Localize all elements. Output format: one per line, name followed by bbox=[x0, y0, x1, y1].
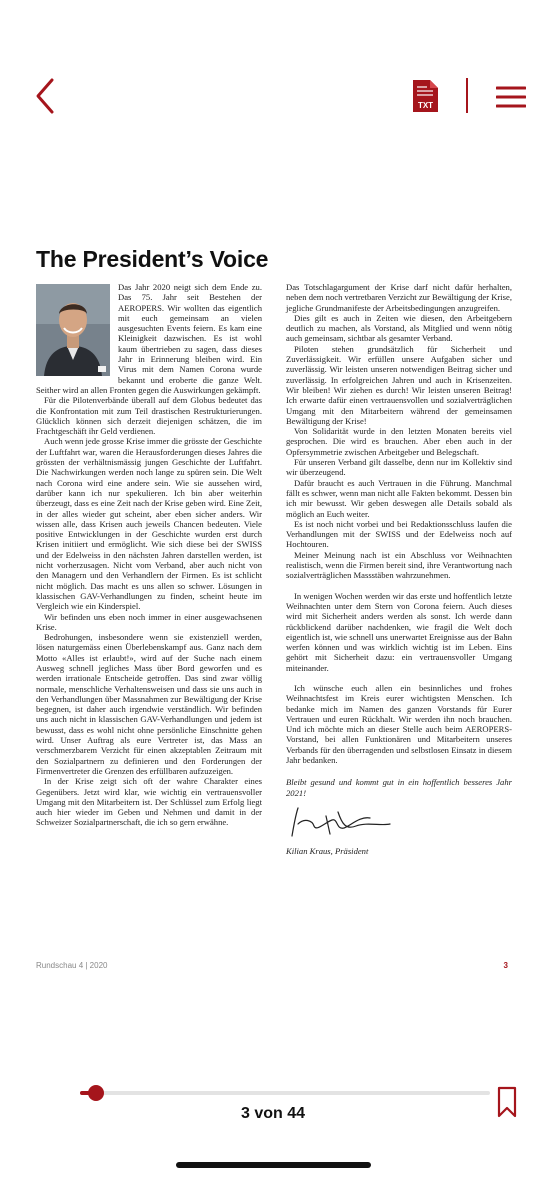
paragraph: Für unseren Verband gilt dasselbe, denn nur im Kollektiv sind wir überzeugend. bbox=[286, 457, 512, 478]
page-slider[interactable] bbox=[80, 1085, 490, 1101]
paragraph: Für die Pilotenverbände überall auf dem Globus bedeutet das die Konfrontation mit zum Teil drastischen Restrukturierungen. Glücklich können sich derzeit diejenigen schätzen, die im Frachtgeschäft ihr Geld verdienen. bbox=[36, 395, 262, 437]
top-toolbar bbox=[0, 0, 546, 150]
bookmark-icon bbox=[497, 1086, 517, 1118]
publication-label: Rundschau 4 | 2020 bbox=[36, 961, 108, 970]
bookmark-button[interactable] bbox=[497, 1086, 517, 1118]
paragraph: Dies gilt es auch in Zeiten wie diesen, den Arbeitgebern deutlich zu machen, als Vorstand, als Mitglied und wenn nötig auch gemeinsam, sichtbar als gesamter Verband. bbox=[286, 312, 512, 344]
toolbar-divider bbox=[466, 78, 468, 113]
txt-label: TXT bbox=[417, 101, 434, 110]
chevron-left-icon bbox=[30, 76, 62, 116]
paragraph: Auch wenn jede grosse Krise immer die grösste der Geschichte der Luftfahrt war, waren die Herausforderungen dieses Jahres die grössten der verhältnismässig jungen Geschichte der Luftfahrt. Die Nachwirkungen werden noch lange zu spüren sein. Die Welt nach Corona wird eine andere sein. Wie sie aussehen wird, darüber kann ich nur spekulieren. Ich bin aber weiterhin überzeugt, dass es eine Zeit nach der Krise geben wird. Eine Zeit, in der alles wieder gut scheint, aber eben sicher anders. Wir wissen alle, dass Krisen auch jeweils Chancen bedeuten. Viele positive Entwicklungen in der Geschichte wurden erst durch Krisen initiiert und ermöglicht. Wie sich diese bei der SWISS und der Edelweiss in den nächsten Jahren darstellen werden, ist nicht vorherzusagen. Nicht vom Verband, aber auch nicht von den Managern und den Verhandlern der Firmen. Es ist schlicht nicht möglich. Das macht es uns allen so schwer. Lösungen in klassischen GAV-Verhandlungen zu finden, scheint heute im Vergleich wie ein Kinderspiel. bbox=[36, 436, 262, 612]
paragraph: Das Totschlagargument der Krise darf nicht dafür herhalten, neben dem noch vertretbaren Verzicht zur Bewältigung der Krise, jegliche Grundmanifeste der Arbeitsbedingungen anzugreifen. bbox=[286, 282, 512, 313]
paragraph: Es ist noch nicht vorbei und bei Redaktionsschluss laufen die Verhandlungen mit der SWISS und der Edelweiss noch auf Hochtouren. bbox=[286, 518, 512, 550]
txt-view-button[interactable] bbox=[411, 79, 439, 113]
paragraph: Piloten stehen grundsätzlich für Sicherheit und Zuverlässigkeit. Wir erfüllen unsere Aufgaben sicher und zuverlässig. Wir leisten unseren notwendigen Beitrag sicher und zuverlässig. In erfolgreichen Jahren und auch in Krisenzeiten. Wir bleiben! Wir ziehen es durch! Wir leisten unseren Beitrag! Ich erwarte dafür einen vertrauensvollen und sozialverträglichen Umgang mit den Mitarbeitern während der gemeinsamen Bewältigung der Krise! bbox=[286, 343, 512, 426]
closing-line: Bleibt gesund und kommt gut in ein hoffentlich besseres Jahr 2021! bbox=[286, 777, 512, 798]
paragraph: In der Krise zeigt sich oft der wahre Charakter eines Gegenübers. Jetzt wird klar, wie wichtig ein vertrauensvoller Umgang mit den Mitarbeitern ist. Der Schlüssel zum Erfolg liegt auch hier wieder im Geben und Nehmen und damit in der Schweizer Sozialpartnerschaft, die ich so gern erwähne. bbox=[36, 776, 262, 828]
page-indicator: 3 von 44 bbox=[240, 1105, 306, 1122]
article-column-right bbox=[286, 282, 512, 856]
slider-handle[interactable] bbox=[88, 1085, 104, 1101]
slider-track bbox=[80, 1091, 490, 1095]
paragraph: Meiner Meinung nach ist ein Abschluss vor Weihnachten realistisch, wenn die Firmen bereit sind, ihre Verantwortung nach sozialverträglichen Massstäben wahrzunehmen. bbox=[286, 549, 512, 581]
back-button[interactable] bbox=[30, 76, 62, 116]
signature-name: Kilian Kraus, Präsident bbox=[286, 845, 369, 856]
footer-page-number: 3 bbox=[503, 961, 508, 970]
article-body bbox=[36, 282, 512, 942]
txt-file-icon bbox=[411, 79, 439, 113]
author-portrait bbox=[36, 284, 110, 376]
home-indicator bbox=[176, 1162, 371, 1168]
paragraph: Wir befinden uns eben noch immer in einer ausgewachsenen Krise. bbox=[36, 611, 262, 632]
paragraph: Von Solidarität wurde in den letzten Monaten bereits viel gesprochen. Die wird es brauchen. Aber eben auch in der Opfersymmetrie zwischen Arbeitgeber und Belegschaft. bbox=[286, 426, 512, 457]
article-title: The President’s Voice bbox=[36, 246, 269, 272]
article-page bbox=[36, 246, 512, 273]
signature bbox=[286, 804, 512, 842]
paragraph: Dafür braucht es auch Vertrauen in die Führung. Manchmal fällt es schwer, wenn man nicht alle Fakten bekommt. Dessen bin ich mir bewusst. Wir geben deswegen alle Details sobald als möglich an Euch weiter. bbox=[286, 477, 512, 519]
paragraph: Ich wünsche euch allen ein besinnliches und frohes Weihnachtsfest im Kreis eurer wichtigsten Menschen. Ich bedanke mich im Namen des ganzen Vorstands für Eurer Vertrauen und euren Rückhalt. Wir werden ihn noch brauchen. Und ich möchte mich an dieser Stelle auch beim AEROPERS-Vorstand, bei allen Funktionären und Mitarbeitern unseres Verbands für den überragenden und selbstlosen Einsatz in diesem Jahr bedanken. bbox=[286, 682, 512, 766]
page-footer bbox=[36, 961, 512, 970]
article-column-left bbox=[36, 282, 262, 828]
hamburger-menu-icon bbox=[496, 86, 526, 108]
paragraph: In wenigen Wochen werden wir das erste und hoffentlich letzte Weihnachten unter dem Stern von Corona feiern. Auch dieses wird mit Sicherheit anders werden als sonst. Ich werde dann rückblickend darüber nachdenken, wie fragil die Welt doch eigentlich ist, wie schnell uns unerwartet Ereignisse aus der Bahn werfen können und was wirklich wichtig ist im Leben. Eins gehört mit Sicherheit dazu: ein vertrauensvoller Umgang miteinander. bbox=[286, 590, 512, 673]
menu-button[interactable] bbox=[496, 86, 526, 108]
paragraph: Bedrohungen, insbesondere wenn sie existenziell werden, lösen naturgemäss einen Überlebenskampf aus. Ganz nach dem Motto «Alles ist erlaubt!», wird auf der Suche nach einem Ausweg schnell jegliches Mass über Bord geworfen und es werden irrationale Entscheide getroffen. Das sind zwar völlig normale, menschliche Verhaltensweisen und dass sie uns auch in den Verhandlungen über Massnahmen zur Bewältigung der Krise begegnen, ist daher auch irgendwie verständlich. Wir befinden uns auch nicht in klassischen GAV-Verhandlungen und jedem ist bewusst, dass es wohl nicht ohne persönliche Einschnitte gehen wird. Unser Auftrag als eure Vertreter ist, das Mass an verschmerzbarem Verzicht für einen akzeptablen Zeitraum mit den Sozialpartnern zu definieren und den Forderungen der Firmenvertreter die Grenzen des erfüllbaren aufzuzeigen. bbox=[36, 632, 262, 776]
paragraph: Das Jahr 2020 neigt sich dem Ende zu. Das 75. Jahr seit Bestehen der AEROPERS. Wir wollten das eigentlich mit euch gemeinsam an vielen ausgesuchten Events feiern. Es kam eine Kleinigkeit dazwischen. Es ist wohl kaum übertrieben zu sagen, dass dieses Jahr in Erinnerung bleiben wird. Ein Virus mit dem Namen Corona wurde bekannt und eroberte die ganze Welt. Seither wird an allen Fronten gegen die Auswirkungen gekämpft. bbox=[36, 282, 262, 395]
